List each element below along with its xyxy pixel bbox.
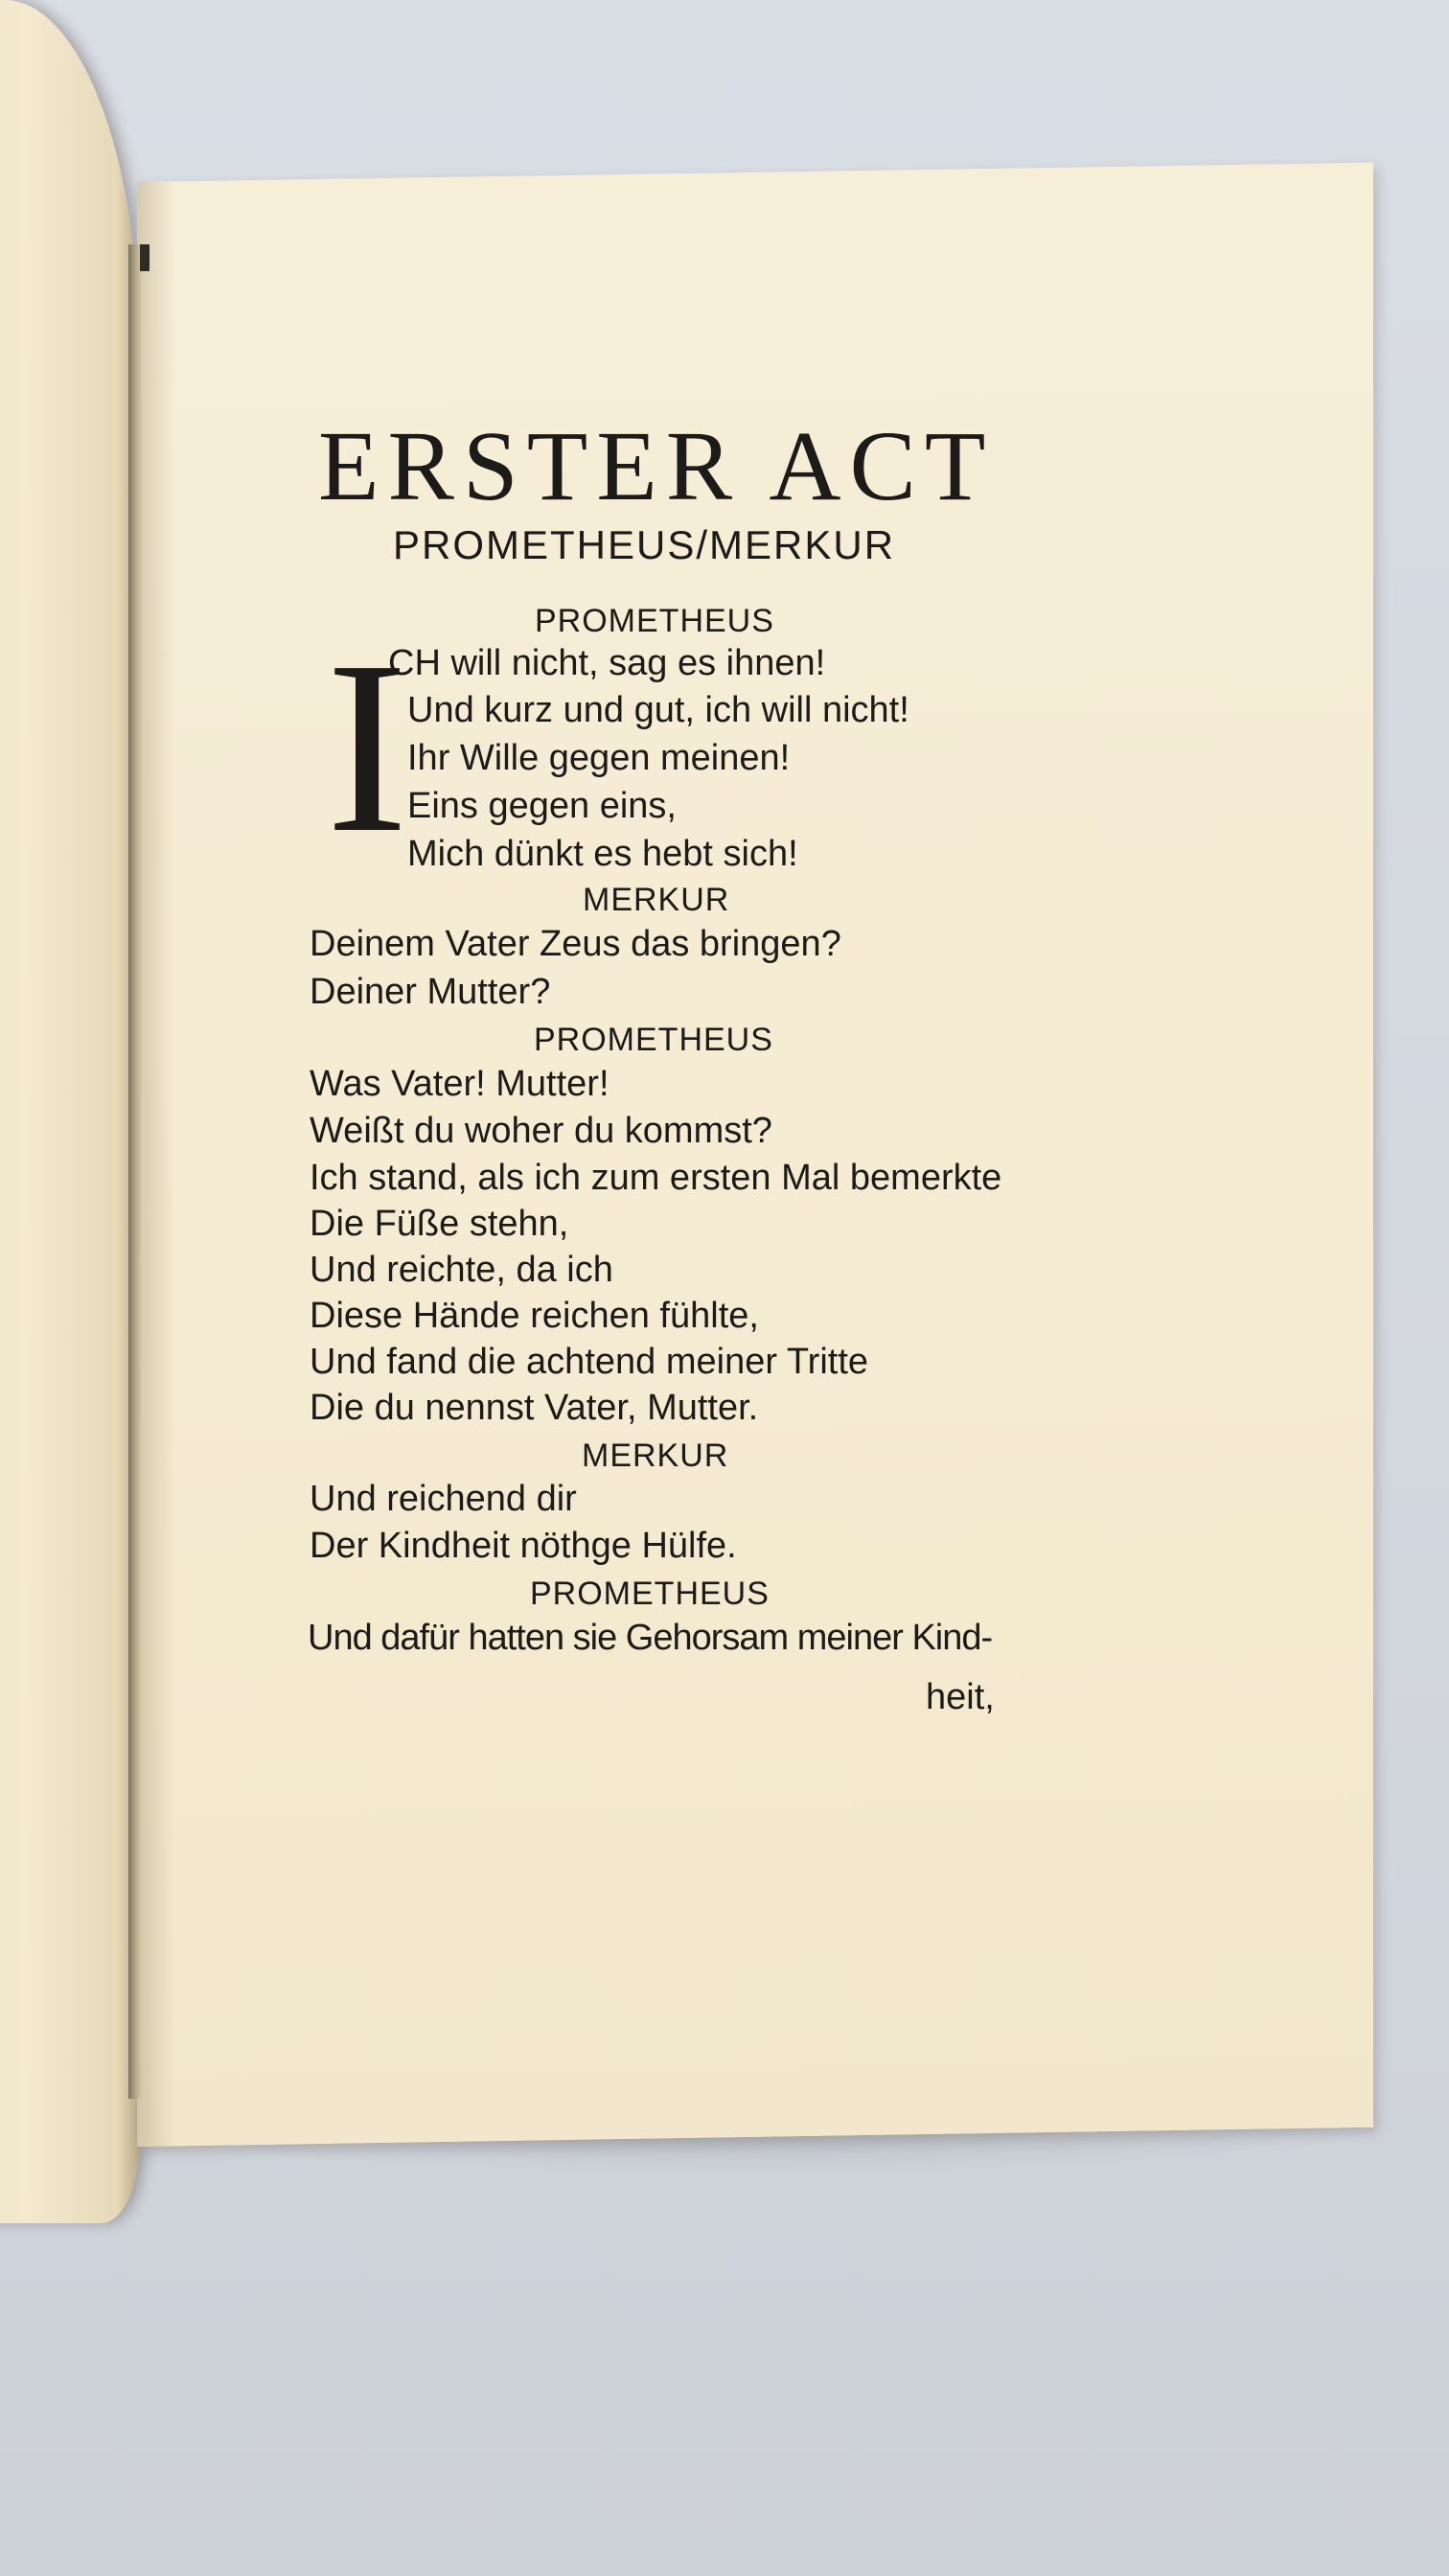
verse-line: Ich stand, als ich zum ersten Mal bemerkte — [310, 1158, 1002, 1198]
verse-line: Ihr Wille gegen meinen! — [407, 738, 791, 778]
verse-line: Diese Hände reichen fühlte, — [310, 1296, 759, 1336]
speaker-label: PROMETHEUS — [534, 1022, 773, 1058]
verse-line: CH will nicht, sag es ihnen! — [388, 643, 826, 683]
verse-line: Der Kindheit nöthge Hülfe. — [310, 1526, 737, 1566]
verse-line: Was Vater! Mutter! — [310, 1064, 610, 1104]
speaker-label: MERKUR — [582, 1438, 729, 1474]
speaker-label: PROMETHEUS — [530, 1576, 770, 1612]
verse-line: Deiner Mutter? — [310, 972, 551, 1012]
verse-line: Und reichte, da ich — [310, 1250, 613, 1290]
verse-line: Die du nennst Vater, Mutter. — [310, 1388, 759, 1428]
drop-cap-initial: I — [326, 610, 408, 884]
act-title: ERSTER ACT — [318, 411, 995, 521]
verse-line: Die Füße stehn, — [310, 1204, 569, 1244]
verse-line: Weißt du woher du kommst? — [310, 1111, 772, 1151]
verse-line: Deinem Vater Zeus das bringen? — [310, 924, 841, 964]
verse-line: Und fand die achtend meiner Tritte — [310, 1342, 869, 1382]
verse-line: Mich dünkt es hebt sich! — [407, 834, 798, 874]
verse-line: heit, — [926, 1677, 995, 1717]
verse-line: Und dafür hatten sie Gehorsam meiner Kind- — [308, 1618, 993, 1658]
speaker-label: PROMETHEUS — [535, 603, 774, 639]
verse-line: Und reichend dir — [310, 1479, 577, 1519]
verse-line: Und kurz und gut, ich will nicht! — [407, 690, 909, 730]
verse-line: Eins gegen eins, — [407, 786, 677, 826]
act-subtitle: PROMETHEUS/MERKUR — [393, 522, 896, 567]
speaker-label: MERKUR — [583, 882, 730, 918]
